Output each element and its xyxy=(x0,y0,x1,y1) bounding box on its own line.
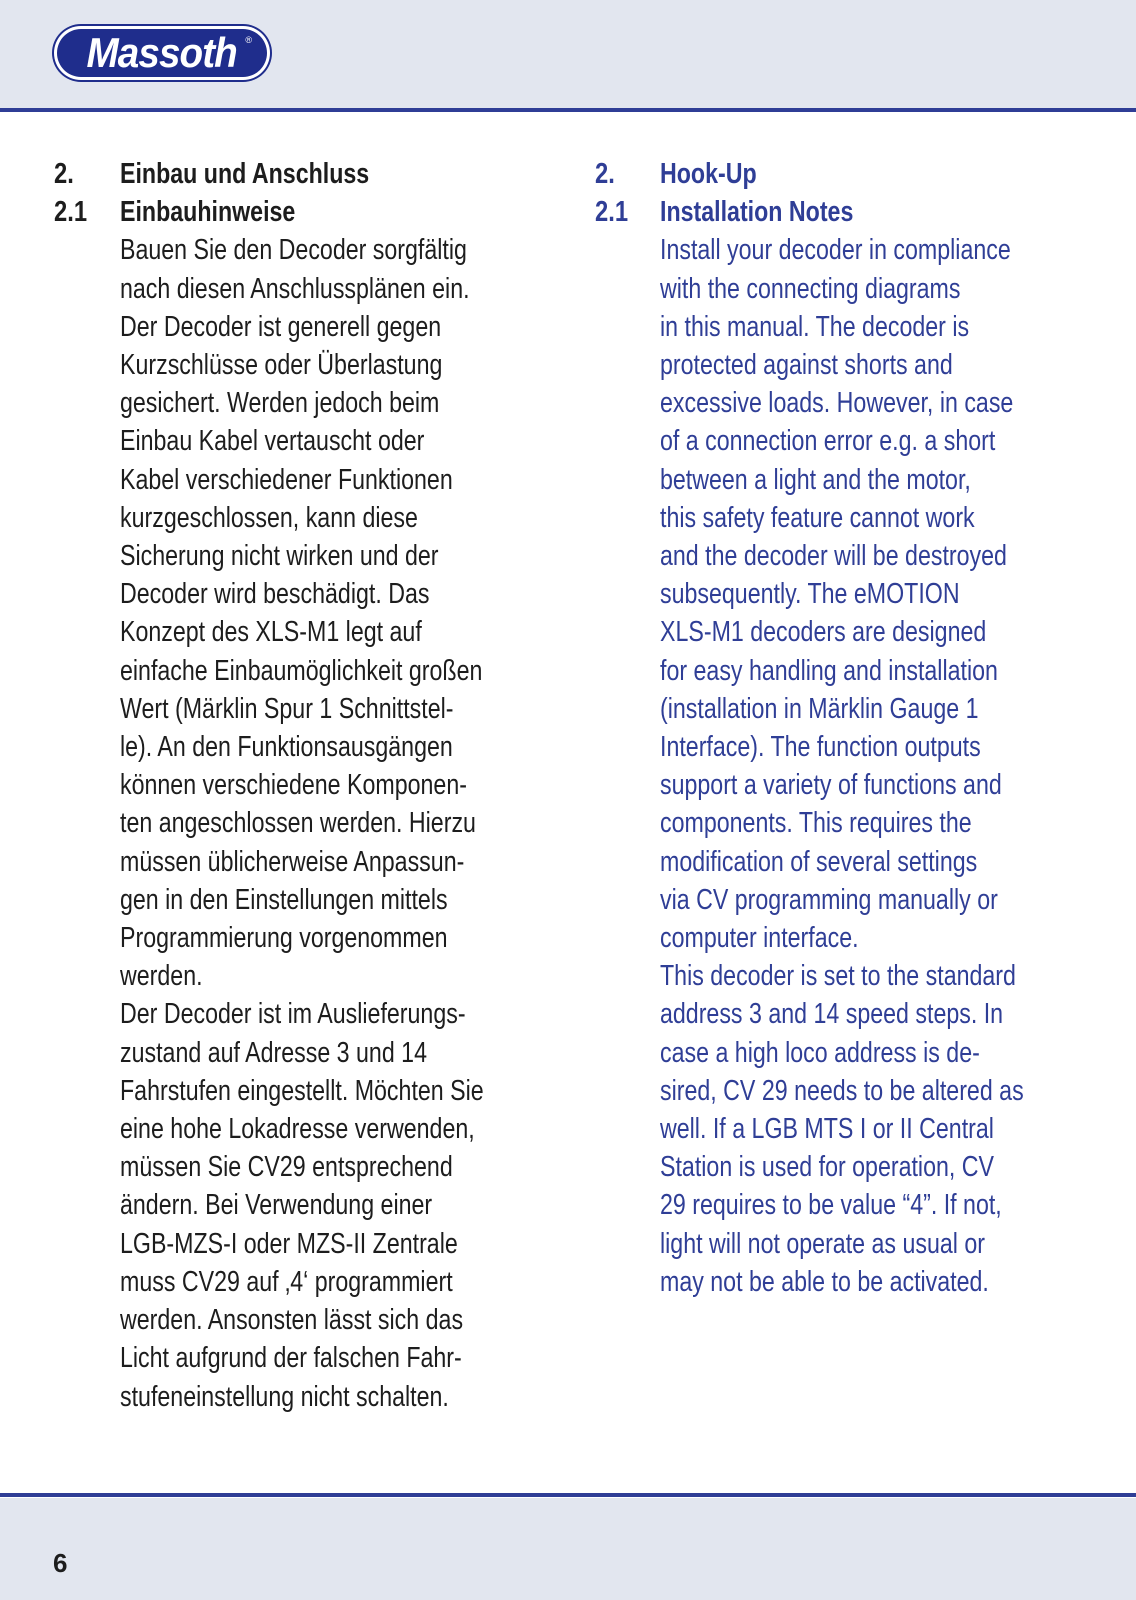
text-line-en: Interface). The function outputs xyxy=(660,731,981,764)
header-rule xyxy=(0,108,1136,112)
text-line-de: müssen Sie CV29 entsprechend xyxy=(120,1151,453,1184)
text-line-de: kurzgeschlossen, kann diese xyxy=(120,501,418,534)
text-line-de: Kurzschlüsse oder Überlastung xyxy=(120,349,443,382)
subsection-heading-de xyxy=(54,193,554,231)
text-line-de: Wert (Märklin Spur 1 Schnittstel- xyxy=(120,692,454,725)
text-line-de: müssen üblicherweise Anpassun- xyxy=(120,845,465,878)
text-line-de: Fahrstufen eingestellt. Möchten Sie xyxy=(120,1074,484,1107)
section-title-en: Hook-Up xyxy=(660,158,757,190)
text-line-en: (installation in Märklin Gauge 1 xyxy=(660,692,979,725)
text-line-en: of a connection error e.g. a short xyxy=(660,425,996,458)
text-line-en: 29 requires to be value “4”. If not, xyxy=(660,1189,1002,1222)
text-line-en: in this manual. The decoder is xyxy=(660,310,970,343)
text-line-en: modification of several settings xyxy=(660,845,978,878)
section-number-en: 2. xyxy=(595,158,615,190)
text-line-en: light will not operate as usual or xyxy=(660,1227,985,1260)
text-line-en: protected against shorts and xyxy=(660,349,953,382)
subsection-heading-en xyxy=(595,193,1115,231)
subsection-number-en: 2.1 xyxy=(595,196,629,229)
text-line-en: subsequently. The eMOTION xyxy=(660,578,960,611)
page-number: 6 xyxy=(53,1548,68,1578)
text-line-en: XLS-M1 decoders are designed xyxy=(660,616,987,649)
text-line-en: Install your decoder in compliance xyxy=(660,234,1011,267)
footer-rule xyxy=(0,1493,1136,1497)
text-line-en: and the decoder will be destroyed xyxy=(660,540,1007,573)
logo-text: Massoth xyxy=(86,29,238,76)
text-line-de: gesichert. Werden jedoch beim xyxy=(120,387,440,420)
text-line-de: einfache Einbaumöglichkeit großen xyxy=(120,654,483,687)
text-line-en: via CV programming manually or xyxy=(660,883,998,916)
text-line-de: können verschiedene Komponen- xyxy=(120,769,467,802)
subsection-title-de: Einbauhinweise xyxy=(120,196,296,229)
text-line-de: Einbau Kabel vertauscht oder xyxy=(120,425,425,458)
text-line-en: excessive loads. However, in case xyxy=(660,387,1014,420)
text-line-en: may not be able to be activated. xyxy=(660,1265,989,1298)
text-line-en: for easy handling and installation xyxy=(660,654,998,687)
text-line-de: LGB-MZS-I oder MZS-II Zentrale xyxy=(120,1227,458,1260)
text-line-de: nach diesen Anschlussplänen ein. xyxy=(120,272,470,305)
text-line-en: This decoder is set to the standard xyxy=(660,960,1016,993)
section-title-de: Einbau und Anschluss xyxy=(120,158,370,190)
text-line-en: address 3 and 14 speed steps. In xyxy=(660,998,1004,1031)
text-line-de: muss CV29 auf ‚4‘ programmiert xyxy=(120,1265,453,1298)
text-line-en: components. This requires the xyxy=(660,807,972,840)
text-line-de: Programmierung vorgenommen xyxy=(120,922,448,955)
text-line-en: well. If a LGB MTS I or II Central xyxy=(660,1113,994,1146)
text-line-de: stufeneinstellung nicht schalten. xyxy=(120,1380,449,1413)
text-line-en: this safety feature cannot work xyxy=(660,501,975,534)
text-line-de: eine hohe Lokadresse verwenden, xyxy=(120,1113,475,1146)
text-line-de: werden. Ansonsten lässt sich das xyxy=(120,1304,464,1337)
text-line-de: Kabel verschiedener Funktionen xyxy=(120,463,453,496)
subsection-number-de: 2.1 xyxy=(54,196,88,229)
text-line-de: Konzept des XLS-M1 legt auf xyxy=(120,616,422,649)
body-text-de xyxy=(120,231,554,1415)
text-line-de: Licht aufgrund der falschen Fahr- xyxy=(120,1342,462,1375)
text-line-de: le). An den Funktionsausgängen xyxy=(120,731,453,764)
text-line-de: ändern. Bei Verwendung einer xyxy=(120,1189,433,1222)
text-line-en: Station is used for operation, CV xyxy=(660,1151,995,1184)
section-heading-en xyxy=(595,155,1115,193)
text-line-de: ten angeschlossen werden. Hierzu xyxy=(120,807,476,840)
text-line-de: Der Decoder ist im Auslieferungs- xyxy=(120,998,466,1031)
section-number-de: 2. xyxy=(54,158,74,190)
massoth-logo xyxy=(54,26,270,80)
body-text-en xyxy=(660,231,1115,1301)
text-line-en: between a light and the motor, xyxy=(660,463,971,496)
german-column xyxy=(54,155,554,1416)
english-column xyxy=(595,155,1115,1301)
text-line-de: werden. xyxy=(120,960,203,993)
text-line-de: Sicherung nicht wirken und der xyxy=(120,540,439,573)
subsection-title-en: Installation Notes xyxy=(660,196,854,229)
text-line-en: with the connecting diagrams xyxy=(660,272,961,305)
registered-mark: ® xyxy=(245,35,252,45)
text-line-de: Bauen Sie den Decoder sorgfältig xyxy=(120,234,467,267)
text-line-en: case a high loco address is de- xyxy=(660,1036,980,1069)
text-line-en: sired, CV 29 needs to be altered as xyxy=(660,1074,1024,1107)
text-line-de: zustand auf Adresse 3 und 14 xyxy=(120,1036,427,1069)
footer-band xyxy=(0,1498,1136,1600)
text-line-en: computer interface. xyxy=(660,922,859,955)
text-line-en: support a variety of functions and xyxy=(660,769,1002,802)
text-line-de: Der Decoder ist generell gegen xyxy=(120,310,442,343)
text-line-de: gen in den Einstellungen mittels xyxy=(120,883,448,916)
text-line-de: Decoder wird beschädigt. Das xyxy=(120,578,430,611)
section-heading-de xyxy=(54,155,554,193)
